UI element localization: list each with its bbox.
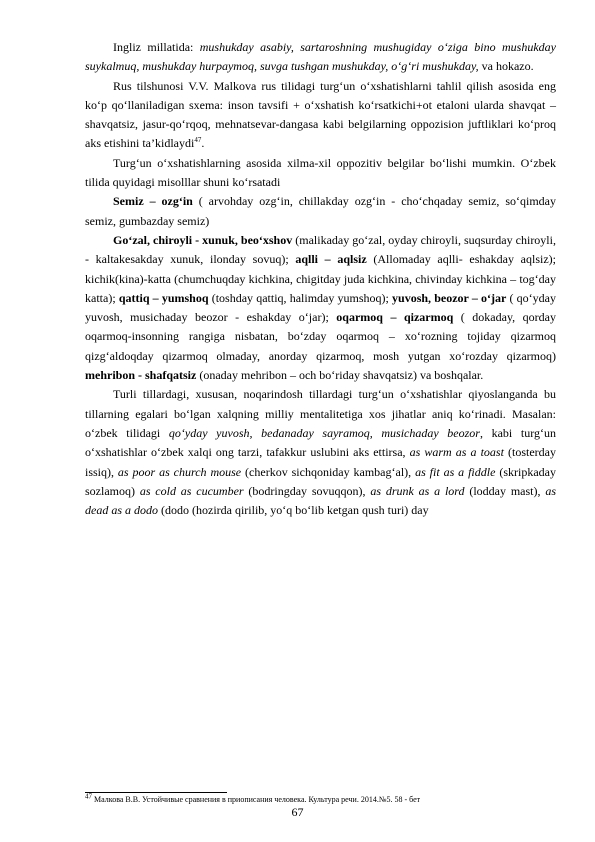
page-number: 67 bbox=[291, 805, 304, 819]
text-segment: Rus tilshunosi V.V. Malkova rus tilidagi turg‘un o‘xshatishlarni tahlil qilish asosida eng ko‘p qo‘llaniladigan sxema: inson tavsifi + o‘xshatish ko‘rsatkichi+ot etaloni ularda shavqat – shavqatsiz, jasur-qo‘rqoq, mehnatsevar-dangasa kabi belgilarning oppozision juftliklari ko‘proq aks etishini ta’kidlaydi bbox=[85, 78, 556, 151]
footnote-ref: 47 bbox=[194, 136, 202, 145]
text-segment: (lodday mast), bbox=[464, 483, 546, 498]
paragraph-2 bbox=[85, 77, 556, 154]
text-segment: as cold as cucumber bbox=[139, 483, 244, 498]
text-segment: (tosterday issiq), bbox=[85, 445, 556, 479]
text-segment: oqarmoq – qizarmoq bbox=[336, 310, 454, 325]
text-segment: (cherkov sichqoniday kambag‘al), bbox=[241, 464, 416, 479]
text-segment: yuvosh, beozor – o‘jar bbox=[392, 290, 507, 305]
text-segment: aqlli – aqlsiz bbox=[295, 252, 367, 267]
text-segment: ( arvohday ozg‘in, chillakday ozg‘in - cho‘chqaday semiz, so‘qimday semiz, gumbazday semiz) bbox=[85, 194, 556, 228]
page-body bbox=[85, 38, 556, 520]
paragraph-4 bbox=[85, 192, 556, 231]
text-segment: (skripkaday sozlamoq) bbox=[85, 464, 556, 498]
text-segment: as poor as church mouse bbox=[117, 464, 242, 479]
text-segment: as drunk as a lord bbox=[370, 483, 465, 498]
text-segment: va hokazo. bbox=[478, 59, 534, 74]
paragraph-5 bbox=[85, 231, 556, 385]
text-segment: Go‘zal, chiroyli - xunuk, beo‘xshov bbox=[113, 232, 293, 247]
text-segment: Turli tillardagi, xususan, noqarindosh tillardagi turg‘un o‘xshatishlar qiyoslanganda bu tillarning egalari bo‘lgan xalqning milliy mentalitetiga xos jihatlar aniq ko‘rinadi. Masalan: o‘zbek tilidagi bbox=[85, 387, 556, 440]
text-segment: qo‘yday yuvosh, bedanaday sayramoq, musichaday beozor bbox=[168, 425, 480, 440]
footnote-separator bbox=[85, 792, 227, 793]
paragraph-1 bbox=[85, 38, 556, 77]
text-segment: mehribon - shafqatsiz bbox=[85, 368, 197, 383]
text-segment: (onaday mehribon – och bo‘riday shavqatsiz) va boshqalar. bbox=[196, 368, 484, 383]
text-segment: (malikaday go‘zal, oyday chiroyli, suqsurday chiroyli, - kaltakesakday xunuk, ilonday sovuq); bbox=[85, 232, 556, 267]
text-segment: Ingliz millatida: bbox=[113, 40, 200, 54]
footnote bbox=[85, 794, 556, 805]
text-segment: Semiz – ozg‘in bbox=[113, 194, 193, 209]
text-segment: ( dokaday, qorday oqarmoq-insonning rangiga nisbatan, bo‘zday oqarmoq – xo‘rozning tojiday qizarmoq qizg‘aldoqday qizarmoq olmaday, anorday qizarmoq, mosh yutgan xo‘rozday qizarmoq) bbox=[85, 310, 556, 363]
text-segment: qattiq – yumshoq bbox=[118, 290, 209, 305]
text-segment: as dead as a dodo bbox=[85, 483, 556, 518]
text-segment: mushukday asabiy, sartaroshning mushugiday o‘ziga bino mushukday suykalmuq, mushukday hurpaymoq, suvga tushgan mushukday, o‘g‘ri mushukday, bbox=[85, 40, 556, 74]
paragraph-3 bbox=[85, 154, 556, 193]
footnote-text: Малкова В.В. Устойчивые сравнения в приописания человека. Культура речи. 2014.№5. 58 - бет bbox=[92, 795, 421, 804]
text-segment: (dodo (hozirda qirilib, yo‘q bo‘lib ketgan qush turi) day bbox=[158, 503, 429, 518]
text-segment: as warm as a toast bbox=[409, 445, 504, 460]
footnote-number: 47 bbox=[85, 792, 92, 801]
text-segment: as fit as a fiddle bbox=[415, 464, 496, 479]
text-segment: ( qo‘yday yuvosh, musichaday beozor - eshakday o‘jar); bbox=[85, 290, 556, 325]
paragraph-6 bbox=[85, 385, 556, 520]
text-segment: . bbox=[201, 136, 205, 151]
text-segment: , kabi turg‘un o‘xshatishlar o‘zbek xalqi ong tarzi, tafakkur uslubini aks ettirsa, bbox=[85, 425, 556, 460]
text-segment: (toshday qattiq, halimday yumshoq); bbox=[208, 290, 393, 305]
text-segment: (Allomaday aqlli- eshakday aqlsiz); kichik(kina)-katta (chumchuqday kichkina, chigitday juda kichkina, chivinday kichkina – tog‘day katta); bbox=[85, 252, 557, 305]
text-segment: Turg‘un o‘xshatishlarning asosida xilma-xil oppozitiv belgilar bo‘lishi mumkin. O‘zbek tilida quyidagi misolllar shuni ko‘rsatadi bbox=[85, 155, 556, 190]
text-segment: (bodringday sovuqqon), bbox=[243, 483, 371, 498]
